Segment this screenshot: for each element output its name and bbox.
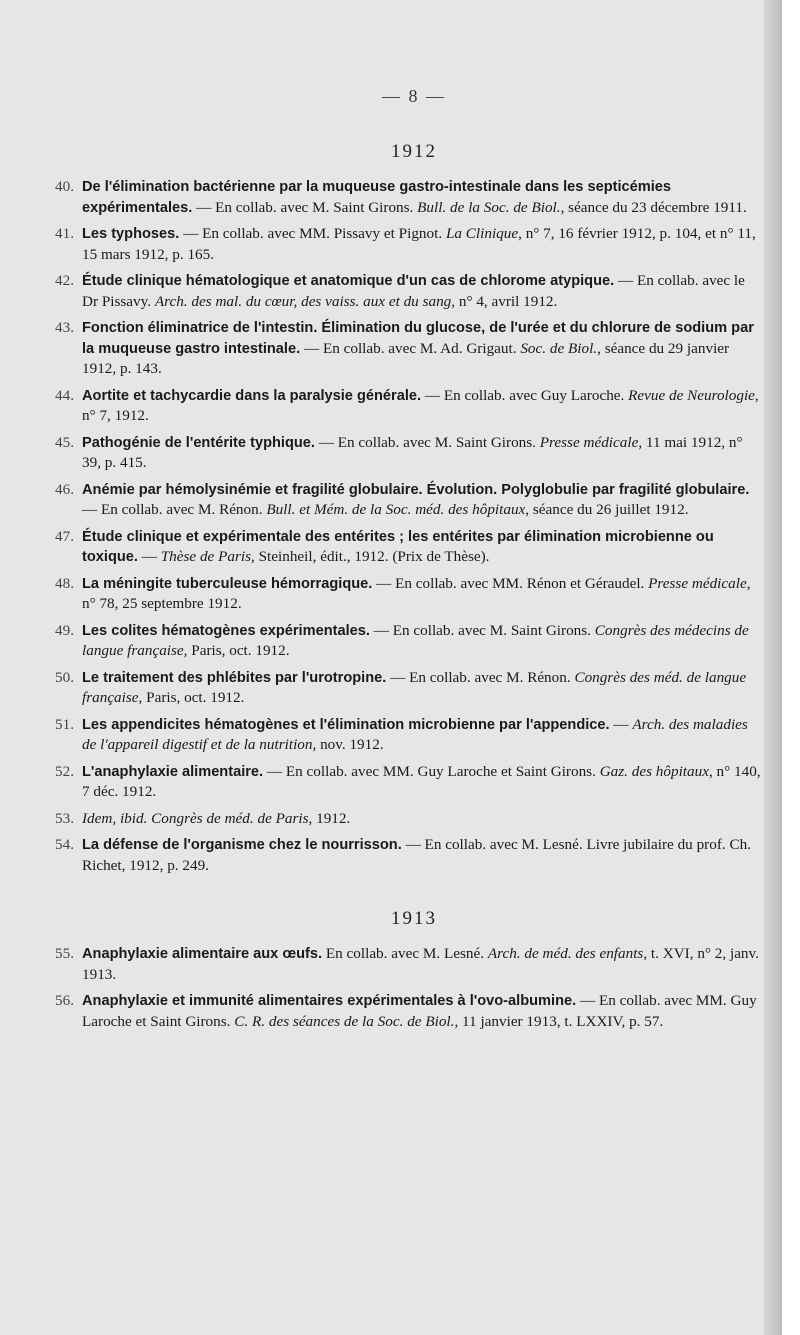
entry-details: , 1912. bbox=[308, 809, 351, 827]
entry-collaboration: — En collab. avec M. Rénon. bbox=[82, 501, 263, 518]
entry-collaboration: — En collab. avec M. Saint Girons. bbox=[373, 621, 591, 639]
entry-details: , nov. 1912. bbox=[312, 736, 384, 753]
entry-collaboration: — En collab. avec MM. Guy Laroche et Saint Girons. bbox=[266, 762, 596, 780]
entry-number: 51. bbox=[55, 715, 74, 733]
year-heading: 1913 bbox=[391, 908, 437, 929]
entry-title: L'anaphylaxie alimentaire. bbox=[82, 763, 264, 780]
entry-details: , n° 78, 25 septembre 1912. bbox=[82, 574, 751, 612]
entry-title: De l'élimination bactérienne par la muqueuse gastro-intestinale dans les septicémies expérimentales. bbox=[82, 179, 672, 216]
entry-journal: Arch. de méd. des enfants bbox=[487, 945, 644, 962]
entry-details: , n° 140, 7 déc. 1912. bbox=[82, 762, 761, 800]
entry-details: , Paris, oct. 1912. bbox=[183, 642, 290, 659]
bibliography-entry bbox=[55, 386, 764, 427]
entry-title: Fonction éliminatrice de l'intestin. Élimination du glucose, de l'urée et du chlorure de sodium par la muqueuse gastro intestinale. bbox=[82, 320, 754, 357]
entry-title: Étude clinique hématologique et anatomique d'un cas de chlorome atypique. bbox=[82, 273, 615, 289]
entry-journal: Bull. et Mém. de la Soc. méd. des hôpitaux bbox=[266, 501, 526, 518]
bibliography-entry bbox=[55, 715, 764, 756]
entry-number: 56. bbox=[55, 992, 74, 1009]
entry-details: , t. XVI, n° 2, janv. 1913. bbox=[82, 945, 759, 983]
entry-collaboration: — En collab. avec M. Rénon. bbox=[390, 668, 571, 686]
entry-title: Les typhoses. bbox=[82, 226, 180, 242]
entry-collaboration: En collab. avec M. Lesné. bbox=[325, 945, 485, 962]
entry-journal: C. R. des séances de la Soc. de Biol. bbox=[234, 1012, 455, 1030]
entry-details: , séance du 23 décembre 1911. bbox=[560, 198, 747, 216]
entry-collaboration: — En collab. avec M. Saint Girons. bbox=[318, 433, 536, 451]
entry-collaboration: — bbox=[141, 548, 157, 565]
entry-journal: Soc. de Biol. bbox=[520, 339, 598, 357]
bibliography-entry bbox=[55, 271, 764, 312]
entry-number: 46. bbox=[55, 480, 74, 498]
entries-list bbox=[55, 177, 764, 876]
entry-number: 55. bbox=[55, 945, 74, 962]
entry-collaboration: — En collab. avec M. Lesné. bbox=[405, 836, 583, 853]
entry-journal: Arch. des maladies de l'appareil digestif et de la nutrition bbox=[82, 715, 748, 753]
entry-collaboration: — En collab. avec M. Ad. Grigaut. bbox=[303, 339, 517, 357]
entry-title: Pathogénie de l'entérite typhique. bbox=[82, 434, 315, 451]
entry-journal: Bull. de la Soc. de Biol. bbox=[417, 198, 561, 216]
entry-journal: Presse médicale bbox=[648, 574, 747, 592]
entry-journal: Congrès des méd. de langue française bbox=[82, 668, 747, 706]
entries-list bbox=[55, 944, 764, 1032]
entry-title: La défense de l'organisme chez le nourrisson. bbox=[82, 837, 402, 853]
entry-collaboration: — En collab. avec le Dr Pissavy. bbox=[82, 272, 745, 310]
bibliography-entry bbox=[55, 991, 764, 1032]
section-1912 bbox=[55, 141, 764, 876]
entry-number: 49. bbox=[55, 621, 74, 639]
bibliography-entry bbox=[55, 809, 764, 830]
bibliography-entry bbox=[55, 762, 764, 803]
bibliography-entry bbox=[55, 621, 764, 662]
bibliography-entry bbox=[55, 835, 764, 876]
bibliography-entry bbox=[55, 224, 764, 265]
entry-number: 48. bbox=[55, 574, 74, 592]
entry-details: , 11 janvier 1913, t. LXXIV, p. 57. bbox=[454, 1012, 664, 1030]
entry-title: Le traitement des phlébites par l'urotropine. bbox=[82, 669, 387, 686]
entry-details: , séance du 29 janvier 1912, p. 143. bbox=[82, 339, 730, 377]
entry-details: , Paris, oct. 1912. bbox=[138, 689, 245, 706]
entry-number: 40. bbox=[55, 178, 74, 195]
entry-collaboration: — En collab. avec M. Saint Girons. bbox=[196, 198, 414, 216]
entry-number: 42. bbox=[55, 272, 74, 289]
entry-title: La méningite tuberculeuse hémorragique. bbox=[82, 575, 373, 592]
section-1913 bbox=[55, 908, 764, 1032]
entry-details: , Steinheil, édit., 1912. (Prix de Thèse). bbox=[251, 548, 490, 565]
entry-details: Livre jubilaire du prof. Ch. Richet, 1912, p. 249. bbox=[82, 836, 751, 874]
entry-number: 44. bbox=[55, 386, 74, 404]
entry-number: 50. bbox=[55, 668, 74, 686]
entry-journal: Presse médicale bbox=[539, 433, 639, 451]
entry-details: , n° 7, 16 février 1912, p. 104, et n° 11, 15 mars 1912, p. 165. bbox=[82, 225, 756, 263]
page-edge-shadow bbox=[764, 0, 782, 1335]
entry-journal: Gaz. des hôpitaux bbox=[599, 762, 709, 780]
entry-details: , n° 4, avril 1912. bbox=[451, 292, 558, 310]
entry-number: 52. bbox=[55, 762, 74, 780]
entry-number: 47. bbox=[55, 527, 74, 545]
entry-title: Anaphylaxie alimentaire aux œufs. bbox=[82, 946, 323, 962]
entry-journal: La Clinique bbox=[445, 225, 519, 242]
bibliography-entry bbox=[55, 527, 764, 568]
bibliography-entry bbox=[55, 480, 764, 521]
entry-number: 53. bbox=[55, 809, 74, 827]
entry-journal: Congrès des médecins de langue française bbox=[82, 621, 749, 659]
entry-collaboration: — En collab. avec MM. Rénon et Géraudel. bbox=[376, 574, 645, 592]
bibliography-entry bbox=[55, 177, 764, 218]
entry-details: , séance du 26 juillet 1912. bbox=[525, 501, 689, 518]
entry-number: 54. bbox=[55, 836, 74, 853]
entry-journal: Arch. des mal. du cœur, des vaiss. aux et du sang bbox=[154, 292, 452, 310]
bibliography-entry bbox=[55, 668, 764, 709]
entry-number: 45. bbox=[55, 433, 74, 451]
bibliography-entry bbox=[55, 433, 764, 474]
entry-details: , 11 mai 1912, n° 39, p. 415. bbox=[82, 433, 743, 471]
entry-title: Anémie par hémolysinémie et fragilité globulaire. Évolution. Polyglobulie par fragilité globulaire. bbox=[82, 481, 750, 498]
entry-number: 41. bbox=[55, 225, 74, 242]
entry-title: Anaphylaxie et immunité alimentaires expérimentales à l'ovo-albumine. bbox=[82, 993, 577, 1009]
entry-collaboration: — bbox=[613, 715, 629, 733]
entry-journal: Thèse de Paris bbox=[160, 548, 252, 565]
entry-title: Les appendicites hématogènes et l'élimination microbienne par l'appendice. bbox=[82, 716, 610, 733]
bibliography-entry bbox=[55, 318, 764, 380]
entry-collaboration: — En collab. avec MM. Pissavy et Pignot. bbox=[183, 225, 443, 242]
bibliography-entry bbox=[55, 944, 764, 985]
bibliography-entry bbox=[55, 574, 764, 615]
entry-journal: Idem, ibid. Congrès de méd. de Paris bbox=[82, 809, 309, 827]
entry-title: Aortite et tachycardie dans la paralysie générale. bbox=[82, 387, 422, 404]
entry-title: Les colites hématogènes expérimentales. bbox=[82, 622, 370, 639]
entry-details: , n° 7, 1912. bbox=[82, 386, 759, 424]
page-number: — 8 — bbox=[382, 86, 446, 106]
entry-title: Étude clinique et expérimentale des entérites ; les entérites par élimination microbienne ou toxique. bbox=[82, 528, 714, 565]
entry-number: 43. bbox=[55, 319, 74, 336]
year-heading: 1912 bbox=[391, 141, 437, 162]
entry-journal: Revue de Neurologie bbox=[628, 386, 755, 404]
entry-collaboration: — En collab. avec MM. Guy Laroche et Saint Girons. bbox=[82, 992, 757, 1030]
entry-collaboration: — En collab. avec Guy Laroche. bbox=[424, 386, 625, 404]
